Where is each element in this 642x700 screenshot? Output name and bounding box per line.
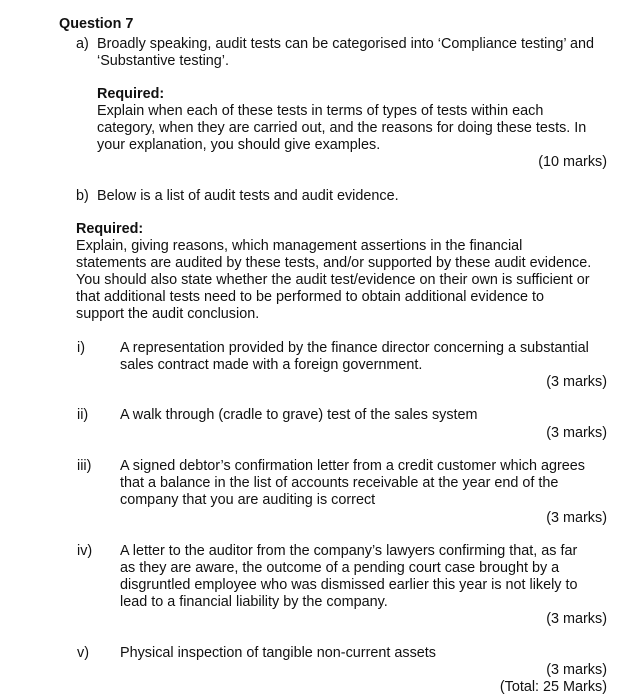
part-b-required-text (76, 238, 591, 323)
item-i-numeral: i) (77, 340, 85, 356)
item-iii-marks: (3 marks) (546, 510, 607, 526)
part-b-required-line: You should also state whether the audit test/evidence on their own is sufficient or (76, 272, 590, 288)
part-b-intro: Below is a list of audit tests and audit evidence. (97, 188, 399, 204)
part-a-marks: (10 marks) (538, 154, 607, 170)
total-marks: (Total: 25 Marks) (499, 679, 607, 695)
part-b-required-heading: Required: (76, 221, 144, 237)
item-line: sales contract made with a foreign government. (120, 357, 423, 373)
part-a-required-line: Explain when each of these tests in terms of types of tests within each (97, 103, 544, 119)
item-ii-numeral: ii) (77, 407, 89, 423)
item-ii-marks: (3 marks) (546, 425, 607, 441)
item-v-marks: (3 marks) (546, 662, 607, 678)
part-a-required-text (97, 103, 586, 154)
item-iii-numeral: iii) (77, 458, 92, 474)
item-line: A signed debtor’s confirmation letter from a credit customer which agrees (120, 458, 585, 474)
item-iv-marks: (3 marks) (546, 611, 607, 627)
part-b-required-line: Explain, giving reasons, which management assertions in the financial (76, 238, 523, 254)
item-i-text (120, 340, 589, 374)
part-b-required-line: support the audit conclusion. (76, 306, 260, 322)
item-i-marks: (3 marks) (546, 374, 607, 390)
question-title: Question 7 (59, 16, 134, 32)
item-iv-text (120, 543, 578, 611)
part-a-intro-line: ‘Substantive testing’. (97, 53, 229, 69)
item-iii-text (120, 458, 585, 509)
item-iv-numeral: iv) (77, 543, 93, 559)
item-line: A representation provided by the finance director concerning a substantial (120, 340, 589, 356)
part-b-required-line: that additional tests need to be performed to obtain additional evidence to (76, 289, 545, 305)
part-a-required-line: your explanation, you should give examples. (97, 137, 381, 153)
item-v-numeral: v) (77, 645, 89, 661)
item-line: company that you are auditing is correct (120, 492, 376, 508)
part-a-required-line: category, when they are carried out, and the reasons for doing these tests. In (97, 120, 587, 136)
part-a-intro-line: Broadly speaking, audit tests can be categorised into ‘Compliance testing’ and (97, 36, 595, 52)
item-line: A letter to the auditor from the company’s lawyers confirming that, as far (120, 543, 578, 559)
item-line: lead to a financial liability by the company. (120, 594, 388, 610)
item-line: that a balance in the list of accounts receivable at the year end of the (120, 475, 559, 491)
item-v-text: Physical inspection of tangible non-current assets (120, 645, 436, 661)
item-ii-text: A walk through (cradle to grave) test of the sales system (120, 407, 478, 423)
part-a-required-heading: Required: (97, 86, 165, 102)
part-b-required-line: statements are audited by these tests, and/or supported by these audit evidence. (76, 255, 592, 271)
part-a-label: a) (76, 36, 89, 52)
item-line: as they are aware, the outcome of a pending court case brought by a (120, 560, 560, 576)
item-line: disgruntled employee who was dismissed earlier this year is not likely to (120, 577, 578, 593)
part-b-label: b) (76, 188, 89, 204)
part-a-intro (97, 36, 594, 70)
